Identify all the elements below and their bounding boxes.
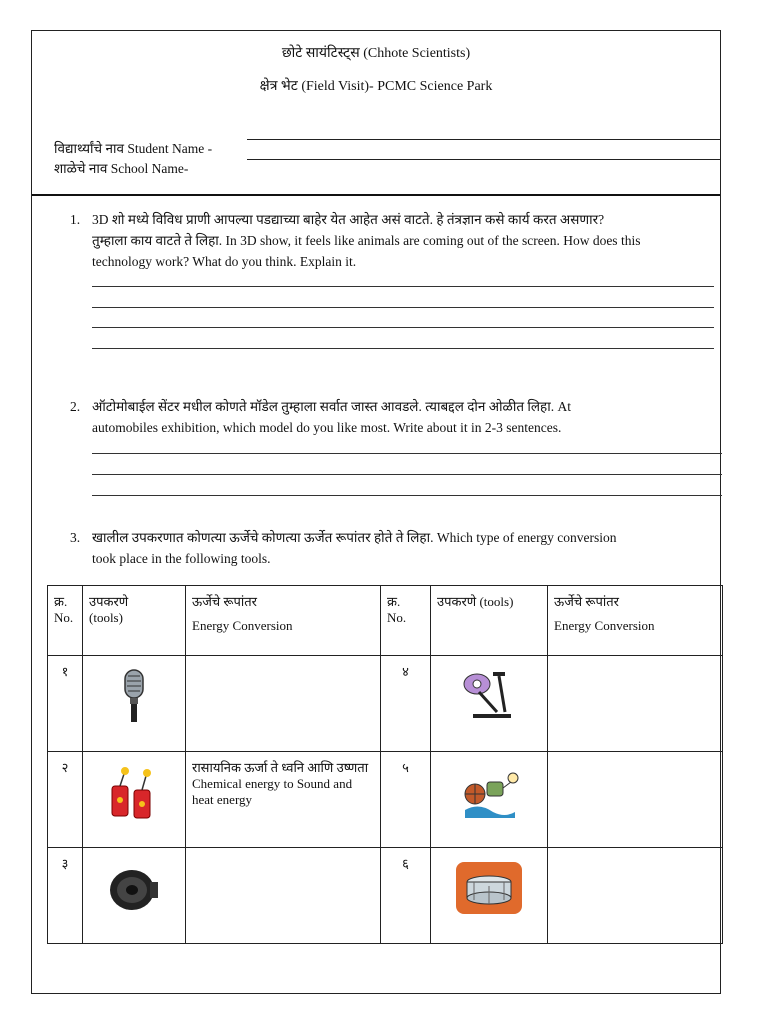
answer-line[interactable] <box>92 286 714 287</box>
firecracker-icon <box>104 762 164 822</box>
energy-conversion-table <box>47 585 723 944</box>
question-1 <box>32 209 722 279</box>
row-number: ४ <box>381 656 431 752</box>
answer-cell[interactable] <box>186 848 381 944</box>
table-header-row <box>48 586 723 656</box>
answer-cell[interactable] <box>186 656 381 752</box>
speaker-icon <box>104 858 164 918</box>
worksheet-page <box>31 30 721 994</box>
table-row <box>48 656 723 752</box>
water-wheel-generator-icon <box>459 762 519 822</box>
tool-cell <box>431 752 548 848</box>
answer-marathi: रासायनिक ऊर्जा ते ध्वनि आणि उष्णता <box>192 760 369 775</box>
page-title: छोटे सायंटिस्ट्स (Chhote Scientists) <box>281 46 471 61</box>
answer-line[interactable] <box>92 307 714 308</box>
school-name-field[interactable] <box>247 159 720 160</box>
tool-cell <box>431 656 548 752</box>
question-2 <box>32 396 722 441</box>
exercise-bike-icon <box>459 666 519 726</box>
school-name-label: शाळेचे नाव School Name- <box>54 161 189 176</box>
header-tools: उपकरणे (tools) <box>83 586 186 656</box>
header-divider <box>32 194 720 196</box>
question-text: ऑटोमोबाईल सेंटर मधील कोणते मॉडेल तुम्हाला सर्वात जास्त आवडले. त्याबद्दल दोन ओळीत लिहा. At automobiles exhibition, which model do you like most. Write about it in 2-3 sentences. <box>92 399 571 435</box>
tool-cell <box>83 656 186 752</box>
question-number: 2. <box>70 399 81 414</box>
student-name-label: विद्यार्थ्यांचे नाव Student Name - <box>54 141 213 156</box>
answer-cell[interactable] <box>548 848 723 944</box>
question-number: 1. <box>70 212 81 227</box>
answer-english: Chemical energy to Sound and heat energy <box>192 776 353 807</box>
question-3 <box>32 527 722 572</box>
row-number: १ <box>48 656 83 752</box>
tool-cell <box>83 752 186 848</box>
answer-line[interactable] <box>92 327 714 328</box>
header-energy: ऊर्जेचे रूपांतर Energy Conversion <box>186 586 381 656</box>
question-text: 3D शो मध्ये विविध प्राणी आपल्या पडद्याच्या बाहेर येत आहेत असं वाटते. हे तंत्रज्ञान कसे कार्य करत असणार? तुम्हाला काय वाटते ते लिहा. In 3D show, it feels like animals are coming out of the screen. How does this technology work? What do you think. Explain it. <box>92 212 641 269</box>
header-no: क्र. No. <box>381 586 431 656</box>
answer-line[interactable] <box>92 495 722 496</box>
tool-cell <box>431 848 548 944</box>
tool-cell <box>83 848 186 944</box>
question-number: 3. <box>70 530 81 545</box>
answer-cell[interactable] <box>548 656 723 752</box>
drum-icon <box>453 858 525 918</box>
answer-line[interactable] <box>92 348 714 349</box>
row-number: ३ <box>48 848 83 944</box>
answer-cell[interactable] <box>186 752 381 848</box>
page-subtitle: क्षेत्र भेट (Field Visit)- PCMC Science Park <box>259 79 493 94</box>
question-text: खालील उपकरणात कोणत्या ऊर्जेचे कोणत्या ऊर्जेत रूपांतर होते ते लिहा. Which type of energy conversion took place in the following tools. <box>92 530 617 566</box>
header-tools: उपकरणे (tools) <box>431 586 548 656</box>
answer-line[interactable] <box>92 474 722 475</box>
table-row <box>48 848 723 944</box>
row-number: ६ <box>381 848 431 944</box>
microphone-icon <box>104 666 164 726</box>
table-row <box>48 752 723 848</box>
row-number: ५ <box>381 752 431 848</box>
header-energy: ऊर्जेचे रूपांतर Energy Conversion <box>548 586 723 656</box>
answer-cell[interactable] <box>548 752 723 848</box>
answer-line[interactable] <box>92 453 722 454</box>
row-number: २ <box>48 752 83 848</box>
student-name-field[interactable] <box>247 139 720 140</box>
header-no: क्र. No. <box>48 586 83 656</box>
